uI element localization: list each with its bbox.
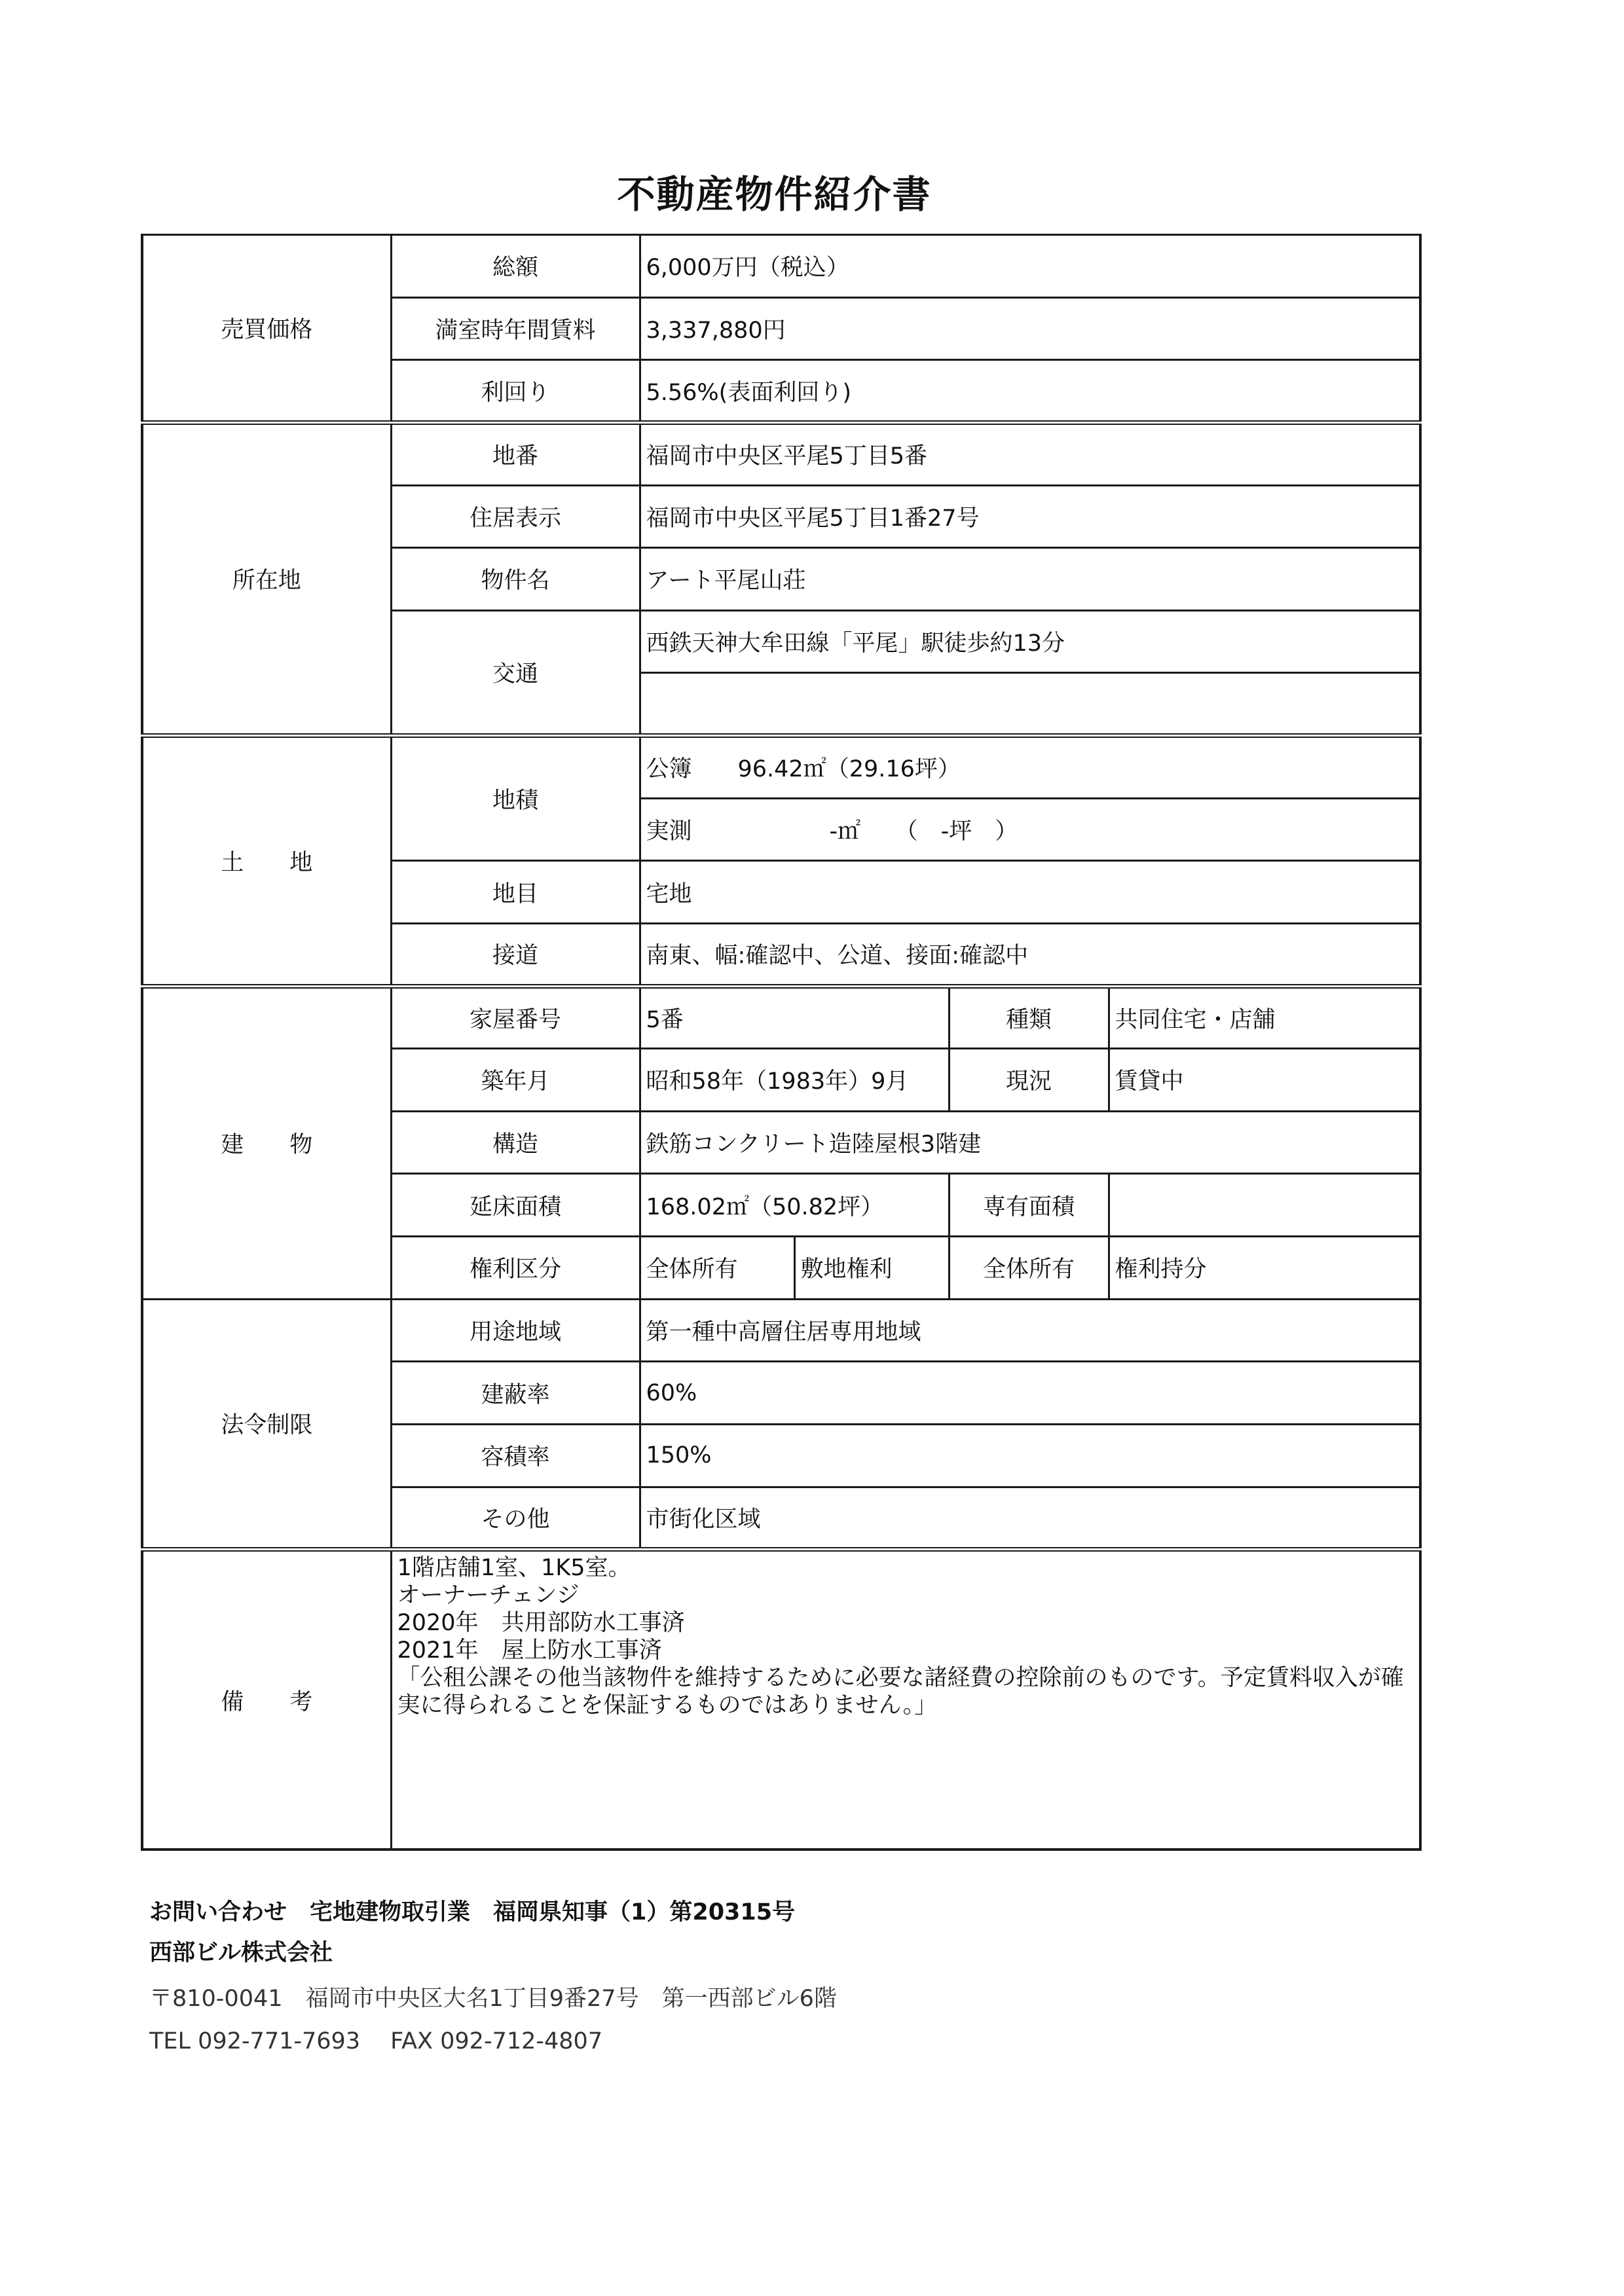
private-area-label: 専有面積 — [949, 1174, 1109, 1237]
land-category-value: 宅地 — [640, 861, 1420, 924]
inquiry-line: お問い合わせ 宅地建物取引業 福岡県知事（1）第20315号 — [149, 1899, 796, 1925]
status-label: 現況 — [949, 1049, 1109, 1112]
coverage-ratio-value: 60% — [640, 1362, 1420, 1425]
floor-area-ratio-label: 容積率 — [391, 1424, 640, 1487]
floor-area-ratio-value: 150% — [640, 1424, 1420, 1487]
land-section-label: 土 地 — [142, 736, 391, 987]
company-name: 西部ビル株式会社 — [149, 1940, 333, 1966]
company-address: 〒810-0041 福岡市中央区大名1丁目9番27号 第一西部ビル6階 — [149, 1986, 837, 2012]
total-price-value: 6,000万円（税込） — [640, 235, 1420, 298]
location-section-label: 所在地 — [142, 422, 391, 735]
zoning-label: 用途地域 — [391, 1299, 640, 1362]
property-name-value: アート平尾山荘 — [640, 548, 1420, 611]
remarks-line: 2021年 屋上防水工事済 — [397, 1637, 662, 1664]
transport-value-2 — [640, 673, 1420, 736]
road-access-value: 南東、幅:確認中、公道、接面:確認中 — [640, 923, 1420, 986]
address-value: 福岡市中央区平尾5丁目1番27号 — [640, 485, 1420, 548]
address-label: 住居表示 — [391, 485, 640, 548]
page-title: 不動産物件紹介書 — [617, 172, 932, 217]
house-number-value: 5番 — [640, 986, 949, 1049]
built-date-value: 昭和58年（1983年）9月 — [640, 1049, 949, 1112]
annual-rent-label: 満室時年間賃料 — [391, 297, 640, 360]
structure-label: 構造 — [391, 1111, 640, 1174]
building-type-value: 共同住宅・店舗 — [1109, 986, 1420, 1049]
land-area-measured: 実測 -㎡ （ -坪 ） — [640, 798, 1420, 861]
yield-value: 5.56%(表面利回り) — [640, 360, 1420, 423]
remarks-line: 2020年 共用部防水工事済 — [397, 1610, 685, 1637]
floor-area-value: 168.02㎡（50.82坪） — [640, 1174, 949, 1237]
building-section-label: 建 物 — [142, 986, 391, 1299]
rights-share-label: 権利持分 — [1109, 1237, 1420, 1300]
property-table — [141, 234, 1422, 1851]
remarks-line: 「公租公課その他当該物件を維持するために必要な諸経費の控除前のものです。予定賃料収入が確実に得られることを保証するものではありません。」 — [397, 1665, 1404, 1719]
lot-number-value: 福岡市中央区平尾5丁目5番 — [640, 422, 1420, 485]
land-category-label: 地目 — [391, 861, 640, 924]
yield-label: 利回り — [391, 360, 640, 423]
transport-label: 交通 — [391, 610, 640, 735]
site-rights-value: 全体所有 — [949, 1237, 1109, 1300]
floor-area-label: 延床面積 — [391, 1174, 640, 1237]
other-restrictions-value: 市街化区域 — [640, 1487, 1420, 1550]
land-area-label: 地積 — [391, 736, 640, 861]
site-rights-label: 敷地権利 — [794, 1237, 949, 1300]
lot-number-label: 地番 — [391, 422, 640, 485]
house-number-label: 家屋番号 — [391, 986, 640, 1049]
status-value: 賃貸中 — [1109, 1049, 1420, 1112]
remarks-content — [391, 1550, 1420, 1850]
structure-value: 鉄筋コンクリート造陸屋根3階建 — [640, 1111, 1420, 1174]
private-area-value — [1109, 1174, 1420, 1237]
built-date-label: 築年月 — [391, 1049, 640, 1112]
land-area-registered: 公簿 96.42㎡（29.16坪） — [640, 736, 1420, 799]
rights-label: 権利区分 — [391, 1237, 640, 1300]
property-name-label: 物件名 — [391, 548, 640, 611]
other-restrictions-label: その他 — [391, 1487, 640, 1550]
building-type-label: 種類 — [949, 986, 1109, 1049]
company-phone: TEL 092-771-7693 FAX 092-712-4807 — [149, 2028, 603, 2054]
road-access-label: 接道 — [391, 923, 640, 986]
remarks-line: 1階店舗1室、1K5室。 — [397, 1555, 631, 1582]
price-section-label: 売買価格 — [142, 235, 391, 423]
remarks-section-label: 備 考 — [142, 1550, 391, 1850]
coverage-ratio-label: 建蔽率 — [391, 1362, 640, 1425]
law-section-label: 法令制限 — [142, 1299, 391, 1550]
remarks-line: オーナーチェンジ — [397, 1582, 580, 1609]
rights-value: 全体所有 — [640, 1237, 794, 1300]
total-price-label: 総額 — [391, 235, 640, 298]
transport-value: 西鉄天神大牟田線「平尾」駅徒歩約13分 — [640, 610, 1420, 673]
zoning-value: 第一種中高層住居専用地域 — [640, 1299, 1420, 1362]
annual-rent-value: 3,337,880円 — [640, 297, 1420, 360]
